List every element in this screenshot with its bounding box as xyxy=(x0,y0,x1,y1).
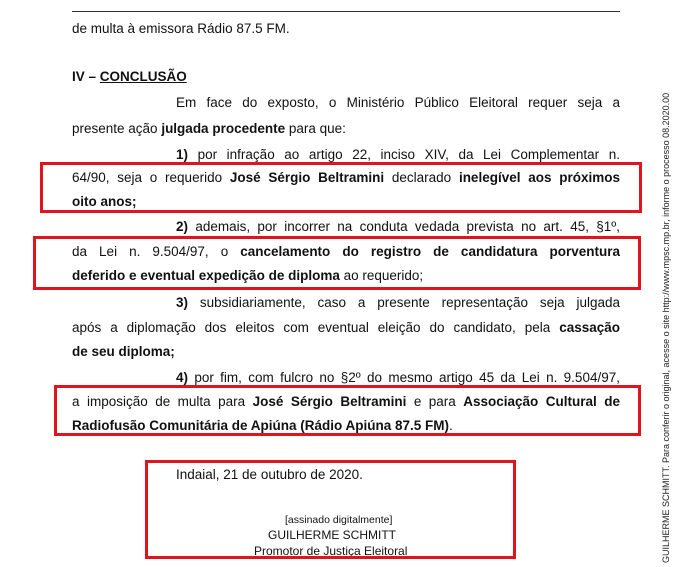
item4-line-1 xyxy=(176,370,620,386)
intro-bold: julgada procedente xyxy=(161,121,286,136)
item4-number: 4) xyxy=(176,370,189,385)
section-number: IV – xyxy=(72,69,100,84)
item2-line-1 xyxy=(176,219,620,235)
item3-text-2: após a diplomação dos eleitos com eventual eleição do candidato, pela xyxy=(72,320,560,335)
top-line: de multa à emissora Rádio 87.5 FM. xyxy=(72,21,290,36)
highlight-box-signature xyxy=(145,460,516,559)
item2-bold: cancelamento do registro de candidatura porventura xyxy=(240,244,620,259)
item4-name: José Sérgio Beltramini xyxy=(252,394,407,409)
intro-text: presente ação xyxy=(72,121,162,136)
item3-line-3 xyxy=(72,344,175,360)
section-heading xyxy=(72,69,187,85)
item3-bold-end: de seu diploma; xyxy=(72,344,175,359)
item4-text-2: a imposição de multa para xyxy=(72,394,253,409)
item4-text-end: . xyxy=(449,418,453,433)
item4-text: por fim, com fulcro no §2º do mesmo artigo 45 da Lei n. 9.504/97, xyxy=(194,370,620,385)
signed-note: [assinado digitalmente] xyxy=(285,514,393,526)
item2-text-end: ao requerido; xyxy=(339,268,424,283)
item1-line-1 xyxy=(176,147,620,163)
item4-bold-end: Radiofusão Comunitária de Apiúna (Rádio Apiúna 87.5 FM) xyxy=(72,418,450,433)
place-date: Indaial, 21 de outubro de 2020. xyxy=(176,467,363,482)
item3-line-2 xyxy=(72,320,620,336)
item1-bold: inelegível aos próximos xyxy=(458,170,620,185)
top-divider xyxy=(72,11,620,12)
item3-bold: cassação xyxy=(559,320,620,335)
margin-note-text: GUILHERME SCHMITT. Para conferir o original, acesse o site http://www.mpsc.mp.br, informe o processo 08.2020.00 xyxy=(661,92,671,563)
intro-text-end: para que: xyxy=(285,121,346,136)
item1-bold-end: oito anos; xyxy=(72,194,137,209)
margin-note xyxy=(656,0,678,567)
highlight-box-item1 xyxy=(40,162,642,213)
intro-line-2 xyxy=(72,121,346,137)
item1-name: José Sérgio Beltramini xyxy=(229,170,385,185)
signer-name: GUILHERME SCHMITT xyxy=(268,528,397,542)
item2-text: ademais, por incorrer na conduta vedada prevista no art. 45, §1º, xyxy=(195,219,620,234)
item1-text: por infração ao artigo 22, inciso XIV, da Lei Complementar n. xyxy=(197,147,620,162)
item1-text-2: 64/90, seja o requerido xyxy=(72,170,230,185)
item3-text: subsidiariamente, caso a presente representação seja julgada xyxy=(199,295,620,310)
highlight-box-item4 xyxy=(54,385,641,436)
item1-number: 1) xyxy=(176,147,189,162)
signer-role: Promotor de Justiça Eleitoral xyxy=(254,544,408,558)
section-title: CONCLUSÃO xyxy=(99,69,187,84)
item3-line-1 xyxy=(176,295,620,311)
item1-text-3: declarado xyxy=(384,170,459,185)
item4-bold: Associação Cultural de xyxy=(463,394,620,409)
item3-number: 3) xyxy=(176,295,189,310)
item2-number: 2) xyxy=(176,219,189,234)
item2-bold-end: deferido e eventual expedição de diploma xyxy=(72,268,340,283)
item2-text-2: da Lei n. 9.504/97, o xyxy=(72,244,241,259)
item4-text-3: e para xyxy=(406,394,464,409)
highlight-box-item2 xyxy=(33,236,641,290)
intro-line-1: Em face do exposto, o Ministério Público Eleitoral requer seja a xyxy=(176,95,620,110)
